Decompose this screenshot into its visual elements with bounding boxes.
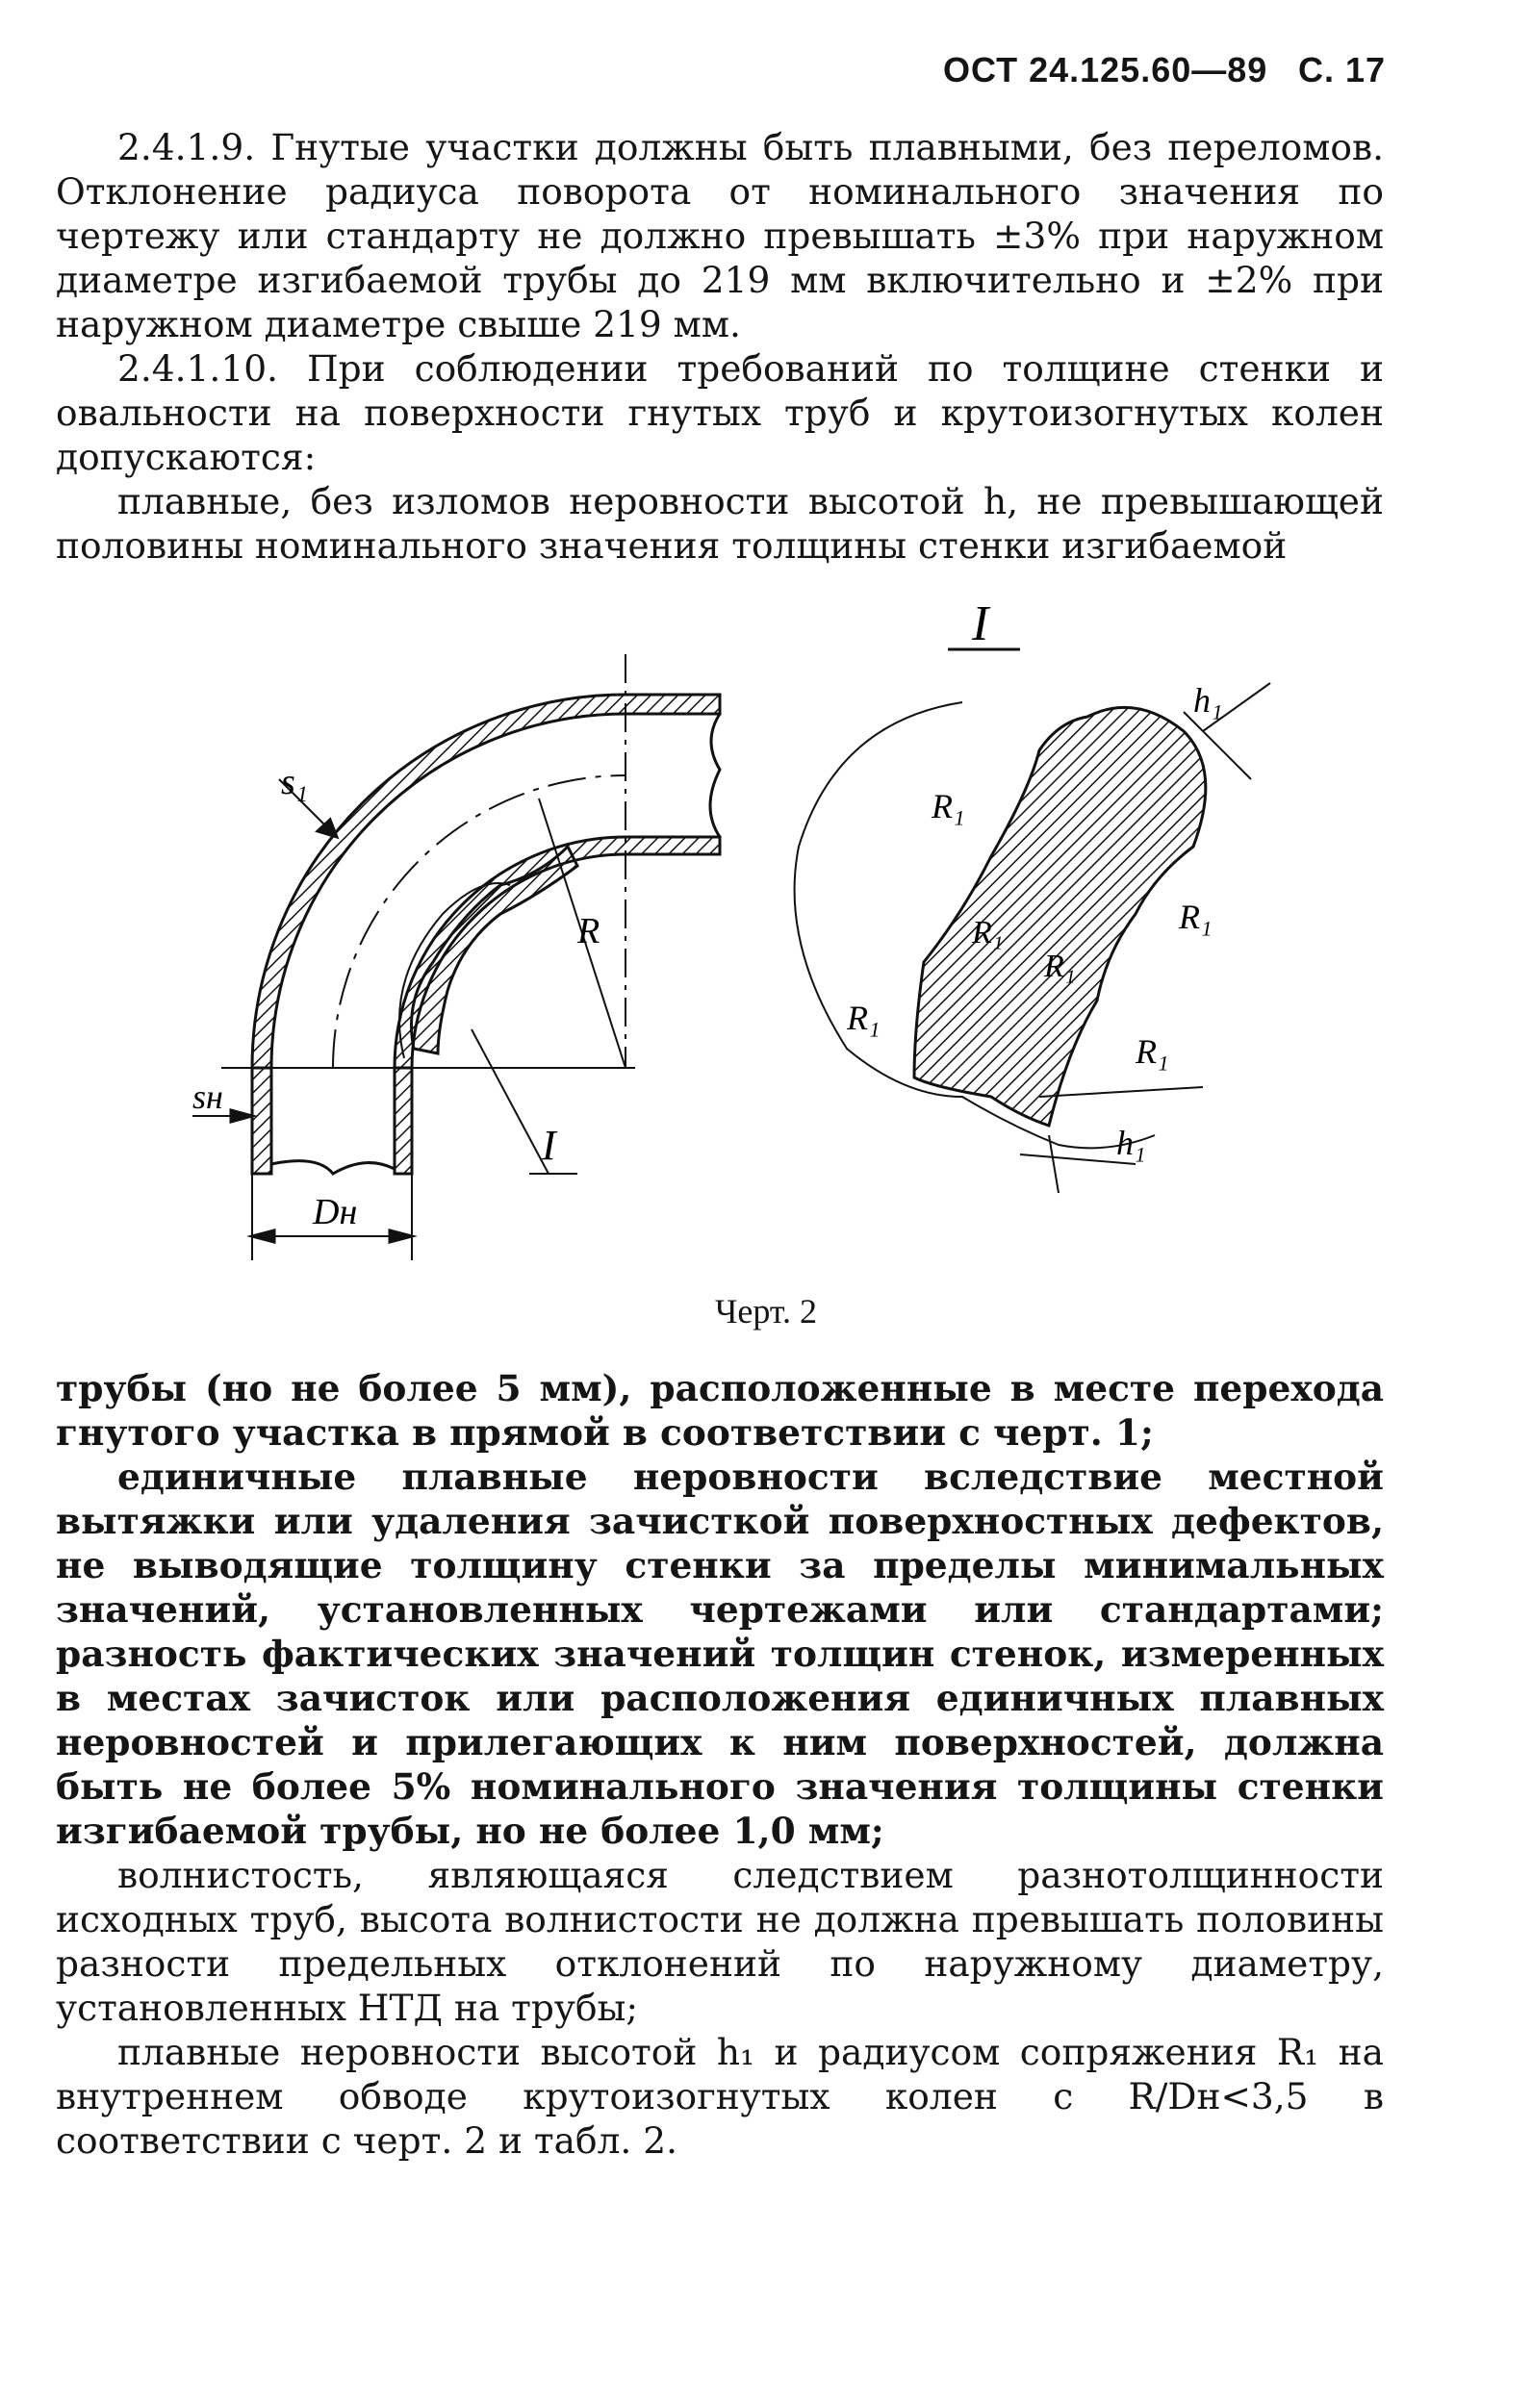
label-r1-f: R₁: [1136, 1032, 1169, 1071]
label-h1-bottom: h₁: [1116, 1124, 1146, 1162]
label-sn: sн: [192, 1077, 223, 1116]
label-r1-c: R₁: [972, 915, 1004, 951]
label-r1-b: R₁: [1179, 898, 1213, 936]
label-r: R: [577, 911, 600, 951]
paragraph-continuation: трубы (но не более 5 мм), расположенные в месте перехода гнутого участка в прямой в соответствии с черт. 1;: [56, 1367, 1384, 1454]
paragraph-irregularities-h: плавные, без изломов неровности высотой h, не превышающей половины номинального значения толщины стенки изгибаемой: [56, 480, 1384, 567]
label-h1-top: h₁: [1193, 681, 1223, 720]
detail-mark-i: I: [542, 1122, 556, 1169]
figure-drawing: [0, 596, 1532, 1270]
paragraph-single-irregularities: единичные плавные неровности вследствие местной вытяжки или удаления зачисткой поверхностных дефектов, не выводящие толщину стенки за пределы минимальных значений, установленных чертежами или стандартами; разность фактических значений толщин стенок, измеренных в местах зачисток или расположения единичных плавных неровностей и прилегающих к ним поверхностей, должна быть не более 5% номинального значения толщины стенки изгибаемой трубы, но не более 1,0 мм;: [56, 1456, 1384, 1852]
outer-wall: [252, 695, 720, 1068]
paragraph-waviness: волнистость, являющаяся следствием разнотолщинности исходных труб, высота волнистости не должна превышать половины разности предельных отклонений по наружному диаметру, установленных НТД на трубы;: [56, 1854, 1384, 2029]
pipe-bend-view: [192, 654, 720, 1260]
bottom-text: [56, 1366, 1384, 2163]
paragraph-2-4-1-9: 2.4.1.9. Гнутые участки должны быть плавными, без переломов. Отклонение радиуса поворота от номинального значения по чертежу или стандарту не должно превышать ±3% при наружном диаметре изгибаемой трубы до 219 мм включительно и ±2% при наружном диаметре свыше 219 мм.: [56, 126, 1384, 345]
figure-caption: Черт. 2: [715, 1292, 817, 1331]
label-r1-e: R₁: [847, 999, 881, 1037]
detail-title-i: I: [972, 596, 989, 651]
label-dn: Dн: [313, 1192, 358, 1232]
label-r1-d: R₁: [1044, 949, 1076, 984]
label-s1: s₁: [281, 762, 308, 802]
page-header: [943, 50, 1386, 90]
standard-number: ОСТ 24.125.60—89: [943, 50, 1268, 89]
top-text: [56, 125, 1384, 568]
label-r1-a: R₁: [932, 787, 965, 825]
paragraph-inner-contour: плавные неровности высотой h₁ и радиусом сопряжения R₁ на внутреннем обводе крутоизогнутых колен с R/Dн<3,5 в соответствии с черт. 2 и табл. 2.: [56, 2031, 1384, 2162]
detail-i-view: [795, 683, 1270, 1193]
paragraph-2-4-1-10: 2.4.1.10. При соблюдении требований по толщине стенки и овальности на поверхности гнутых труб и крутоизогнутых колен допускаются:: [56, 347, 1384, 478]
page-number: С. 17: [1297, 50, 1386, 89]
